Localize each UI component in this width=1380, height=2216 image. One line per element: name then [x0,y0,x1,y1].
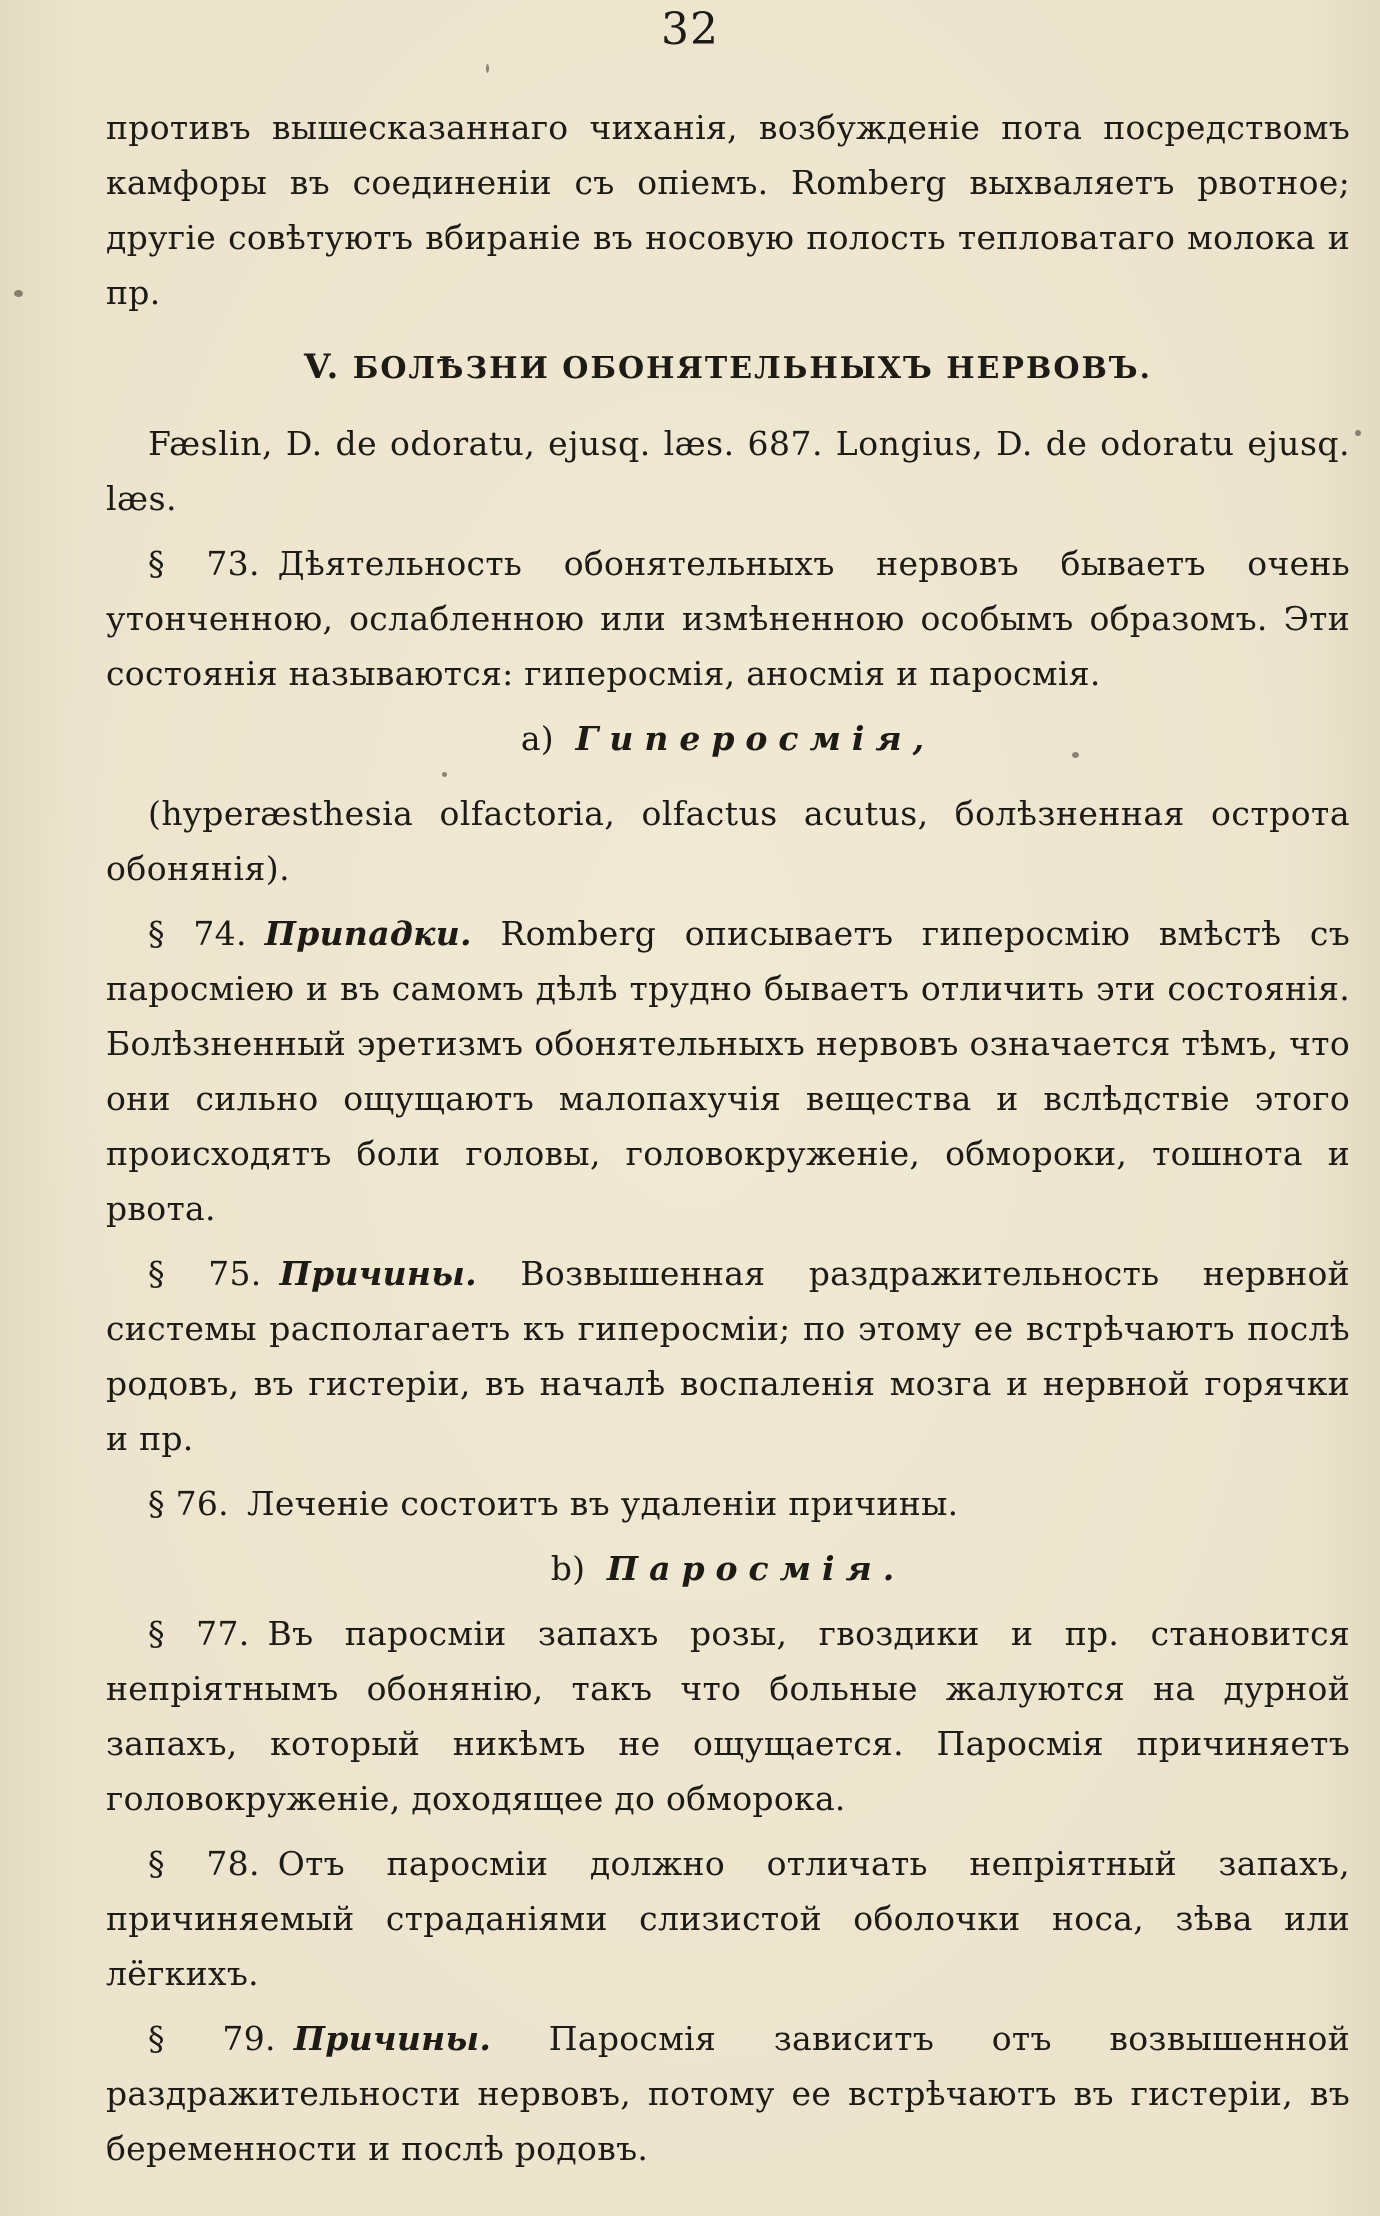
section-77 [106,1606,1350,1826]
ink-speck [14,290,23,297]
section-label: Причины. [293,2019,492,2058]
hyperosmia-definition [106,786,1350,896]
section-mark: § 75. [148,1254,262,1293]
section-text: Дѣятельность обонятельныхъ нервовъ бываетъ очень утонченною, ослабленною или измѣненною особымъ образомъ. Эти состоянія называются: гиперосмія, аносмія и паросмія. [106,544,1350,693]
section-text: Въ паросміи запахъ розы, гвоздики и пр. становится непріятнымъ обонянію, такъ что больные жалуются на дурной запахъ, который никѣмъ не ощущается. Паросмія причиняетъ головокруженіе, доходящее до обморока. [106,1614,1350,1818]
section-mark: § 77. [148,1614,250,1653]
ink-speck [1072,752,1079,758]
section-mark: § 76. [148,1484,229,1523]
paragraph-text: противъ вышесказаннаго чиханія, возбужденіе пота посредствомъ камфоры въ соединеніи съ опіемъ. Romberg выхваляетъ рвотное; другіе совѣтуютъ вбираніе въ носовую полость тепловатаго молока и пр. [106,108,1350,312]
chapter-numeral: V. [304,347,341,387]
section-mark: § 74. [148,914,247,953]
section-label: Припадки. [264,914,472,953]
section-78 [106,1836,1350,2001]
subheading-a [106,711,1350,766]
section-text: Возвышенная раздражительность нервной системы располагаетъ къ гиперосміи; по этому ее встрѣчаютъ послѣ родовъ, въ гистеріи, въ началѣ воспаленія мозга и нервной горячки и пр. [106,1254,1350,1458]
section-mark: § 78. [148,1844,260,1883]
chapter-heading [106,340,1350,396]
section-79 [106,2011,1350,2176]
section-73 [106,536,1350,701]
section-76 [106,1476,1350,1531]
definition-text: (hyperæsthesia olfactoria, olfactus acutus, болѣзненная острота обонянія). [106,794,1350,888]
subheading-title: Паросмія. [606,1549,906,1588]
section-text: Леченіе состоитъ въ удаленіи причины. [246,1484,959,1523]
subheading-b [106,1541,1350,1596]
ink-speck [486,64,489,73]
section-text: Отъ паросміи должно отличать непріятный запахъ, причиняемый страданіями слизистой оболочки носа, зѣва или лёгкихъ. [106,1844,1350,1993]
subheading-title: Гиперосмія, [575,719,936,758]
section-label: Причины. [279,1254,477,1293]
ink-speck [1355,430,1361,436]
references-paragraph [106,416,1350,526]
page-number: 32 [661,4,719,55]
section-text: Паросмія зависитъ отъ возвышенной раздражительности нервовъ, потому ее встрѣчаютъ въ гистеріи, въ беременности и послѣ родовъ. [106,2019,1350,2168]
subheading-label: a) [520,719,554,758]
ink-speck [442,772,447,777]
page-body [106,100,1350,2176]
chapter-title: БОЛѢЗНИ ОБОНЯТЕЛЬНЫХЪ НЕРВОВЪ. [352,351,1152,386]
section-text: Romberg описываетъ гиперосмію вмѣстѣ съ паросміею и въ самомъ дѣлѣ трудно бываетъ отличить эти состоянія. Болѣзненный эретизмъ обонятельныхъ нервовъ означается тѣмъ, что они сильно ощущаютъ малопахучія вещества и вслѣдствіе этого происходятъ боли головы, головокруженіе, обмороки, тошнота и рвота. [106,914,1350,1228]
section-mark: § 79. [148,2019,276,2058]
section-75 [106,1246,1350,1466]
section-mark: § 73. [148,544,260,583]
section-74 [106,906,1350,1236]
references-text: Fæslin, D. de odoratu, ejusq. læs. 687. Longius, D. de odoratu ejusq. læs. [106,424,1350,518]
subheading-label: b) [550,1549,586,1588]
continuation-paragraph [106,100,1350,320]
